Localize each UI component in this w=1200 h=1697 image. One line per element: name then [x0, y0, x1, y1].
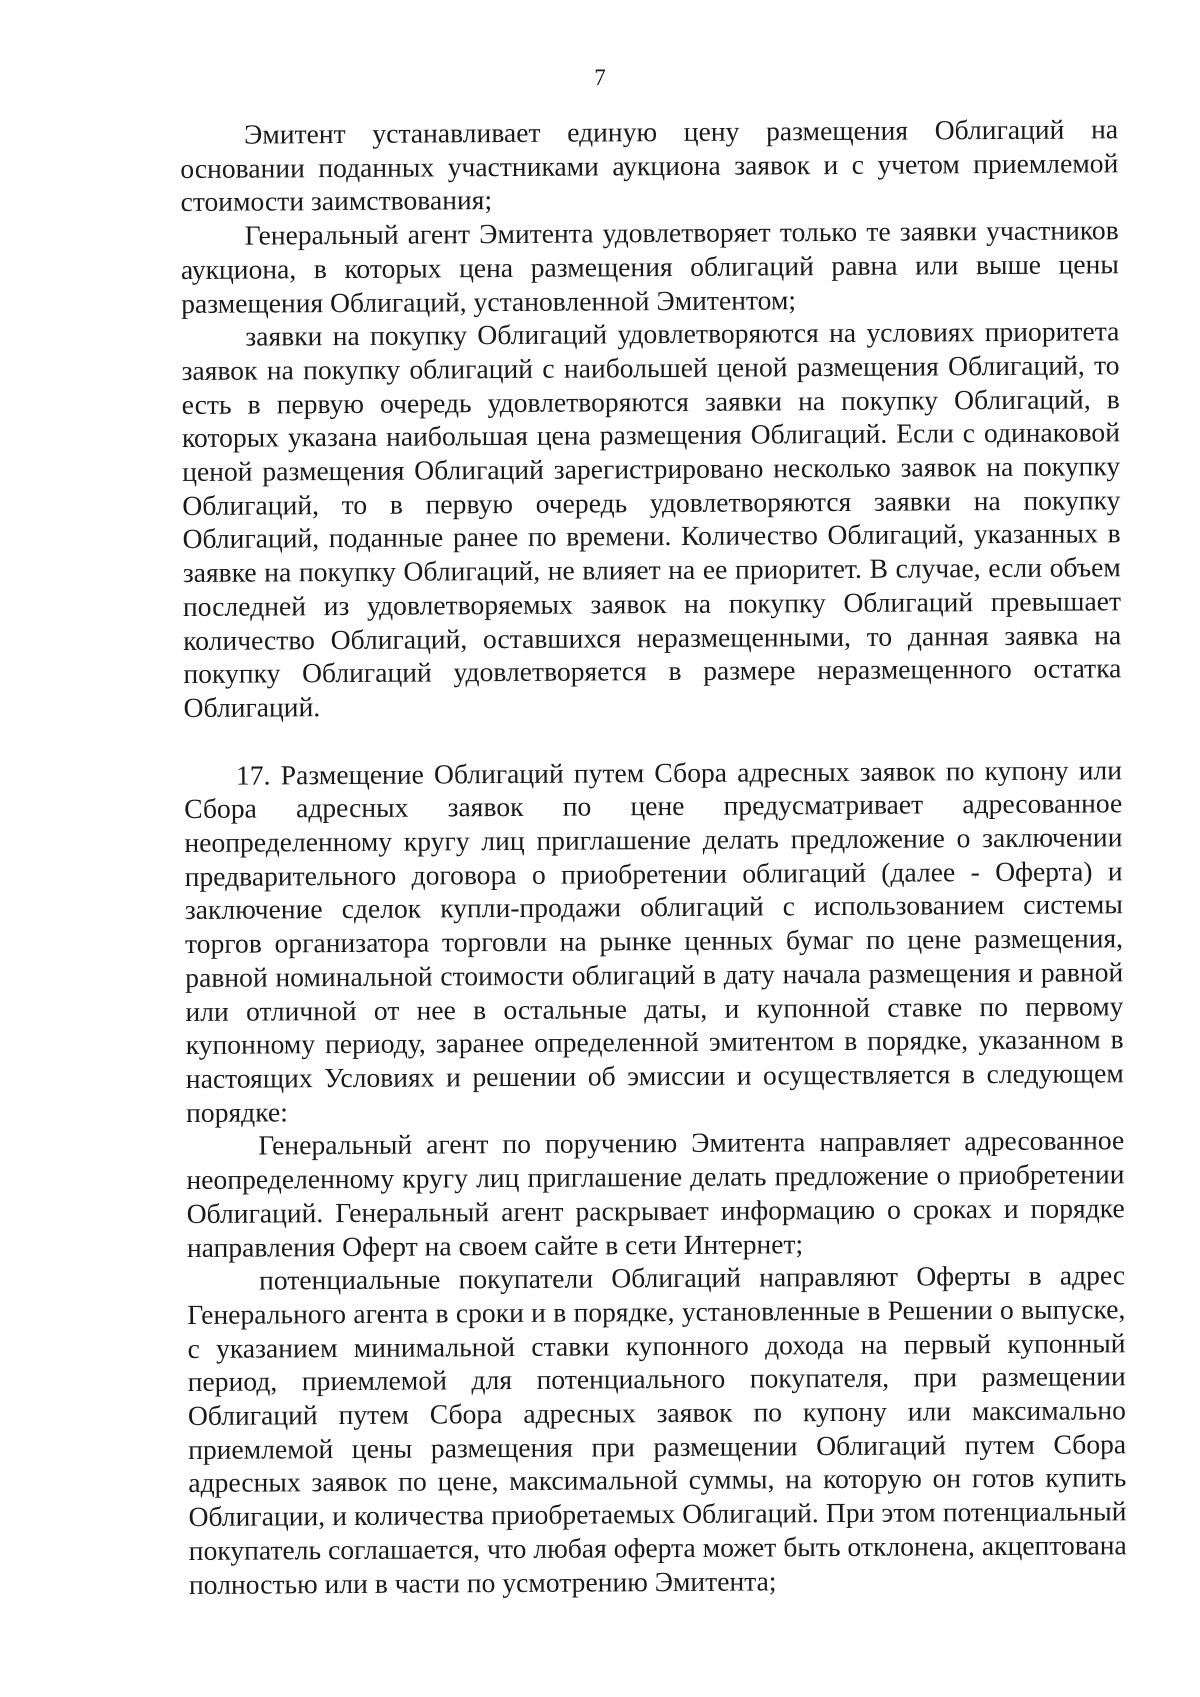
document-body: [180, 112, 1127, 1601]
paragraph-priority-rules: заявки на покупку Облигаций удовлетворяются на условиях приоритета заявок на покупку облигаций с наибольшей ценой размещения Облигаций, то есть в первую очередь удовлетворяются заявки на покупку Облигаций, в которых указана наибольшая цена размещения Облигаций. Если с одинаковой ценой размещения Облигаций зарегистрировано несколько заявок на покупку Облигаций, то в первую очередь удовлетворяются заявки на покупку Облигаций, поданные ранее по времени. Количество Облигаций, указанных в заявке на покупку Облигаций, не влияет на ее приоритет. В случае, если объем последней из удовлетворяемых заявок на покупку Облигаций превышает количество Облигаций, оставшихся неразмещенными, то данная заявка на покупку Облигаций удовлетворяется в размере неразмещенного остатка Облигаций.: [181, 315, 1122, 723]
paragraph-price-setting: Эмитент устанавливает единую цену размещения Облигаций на основании поданных участниками аукциона заявок и с учетом приемлемой стоимости заимствования;: [180, 113, 1119, 218]
paragraph-buyers-offers: потенциальные покупатели Облигаций направляют Оферты в адрес Генерального агента в сроки и в порядке, установленные в Решении о выпуске, с указанием минимальной ставки купонного дохода на первый купонный период, приемлемой для потенциального покупателя, при размещении Облигаций путем Сбора адресных заявок по купону или максимально приемлемой цены размещения при размещении Облигаций путем Сбора адресных заявок по цене, максимальной суммы, на которую он готов купить Облигации, и количества приобретаемых Облигаций. При этом потенциальный покупатель соглашается, что любая оферта может быть отклонена, акцептована полностью или в части по усмотрению Эмитента;: [187, 1259, 1127, 1600]
paragraph-section-17: 17. Размещение Облигаций путем Сбора адресных заявок по купону или Сбора адресных заявок по цене предусматривает адресованное неопределенному кругу лиц приглашение делать предложение о заключении предварительного договора о приобретении облигаций (далее - Оферта) и заключение сделок купли-продажи облигаций с использованием системы торгов организатора торговли на рынке ценных бумаг по цене размещения, равной номинальной стоимости облигаций в дату начала размещения и равной или отличной от нее в остальные даты, и купонной ставке по первому купонному периоду, заранее определенной эмитентом в порядке, указанном в настоящих Условиях и решении об эмиссии и осуществляется в следующем порядке:: [184, 753, 1124, 1128]
paragraph-agent-satisfies: Генеральный агент Эмитента удовлетворяет только те заявки участников аукциона, в которых цена размещения облигаций равна или выше цены размещения Облигаций, установленной Эмитентом;: [180, 214, 1120, 319]
page-number: 7: [594, 65, 606, 90]
paragraph-agent-invitation: Генеральный агент по поручению Эмитента направляет адресованное неопределенному кругу лиц приглашение делать предложение о приобретении Облигаций. Генеральный агент раскрывает информацию о сроках и порядке направления Оферт на своем сайте в сети Интернет;: [186, 1124, 1125, 1263]
